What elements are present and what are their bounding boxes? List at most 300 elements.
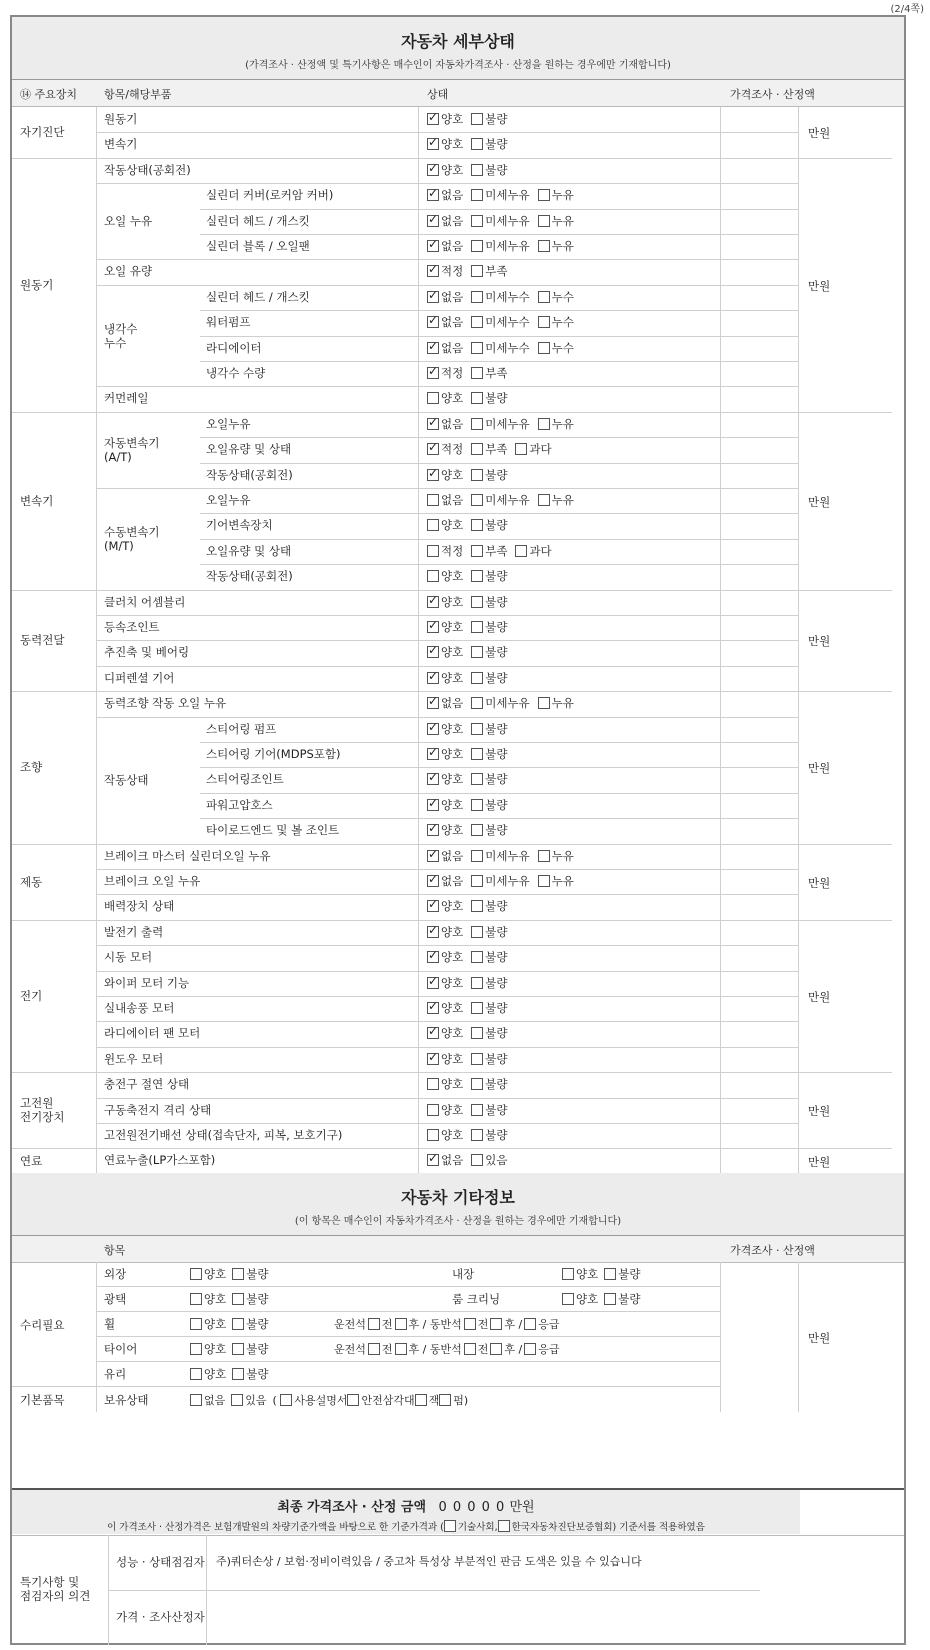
price-won: 만원 [808,990,831,1004]
option-label: 없음 [441,289,464,304]
inspector-note: 주)쿼터손상 / 보험·정비이력있음 / 중고차 특성상 부분적인 판금 도색은 있을 수 있습니다 [216,1555,642,1568]
checked-checkbox[interactable] [427,342,439,354]
checked-checkbox[interactable] [427,291,439,303]
option-label: 적정 [441,366,464,380]
checkbox[interactable] [524,1318,536,1330]
row-line [96,615,798,616]
checkbox[interactable] [471,773,483,785]
state-option [427,416,463,432]
option-label: 불량 [246,1367,269,1381]
checkbox[interactable] [471,748,483,760]
state-option [427,746,463,762]
checkbox[interactable] [471,799,483,811]
item-label: 윈도우 모터 [104,1051,164,1066]
option-label: 불량 [485,162,508,177]
checked-checkbox[interactable] [427,646,439,658]
checkbox[interactable] [190,1318,202,1330]
state-option [538,416,574,432]
option-label: 불량 [485,1051,508,1066]
checked-checkbox[interactable] [427,672,439,684]
state-option [427,568,463,584]
option-label: 미세누유 [485,416,530,431]
checked-checkbox[interactable] [427,875,439,887]
checkbox[interactable] [471,519,483,531]
option-label: 누유 [551,493,574,507]
jack-label: 잭 [428,1394,440,1407]
appraiser-label: 가격 · 조사산정자 [116,1610,205,1624]
state-options [427,721,515,737]
checkbox[interactable] [471,1053,483,1065]
option-label: 양호 [441,645,464,660]
checkbox[interactable] [190,1293,202,1305]
state-option [471,416,529,432]
gloss-options [190,1291,274,1307]
state-options [427,1025,515,1041]
state-option [471,340,529,356]
state-option [538,213,574,229]
row-line [200,513,798,514]
detail-subtitle: (가격조사 · 산정액 및 특기사항은 매수인이 자동차가격조사 · 산정을 원하는 경우에만 기재합니다) [245,60,671,71]
checkbox[interactable] [190,1394,202,1406]
row-line [12,412,892,413]
option-label: 양호 [441,721,464,736]
item-label: 고전원전기배선 상태(접속단자, 피복, 보호기구) [104,1128,343,1142]
checkbox[interactable] [232,1343,244,1355]
checked-checkbox[interactable] [427,900,439,912]
holding-options: 없음 있음 ( 사용설명서 안전삼각대 잭 펌 ) [190,1392,468,1408]
state-option [471,1102,507,1118]
checkbox[interactable] [368,1343,380,1355]
state-options [427,1102,515,1118]
holding-label: 보유상태 [104,1393,149,1407]
option-label: 불량 [485,391,508,406]
checked-checkbox[interactable] [427,189,439,201]
sub-item-label: 라디에이터 [206,340,262,355]
front-label: 전 [381,1343,393,1356]
item-label: 브레이크 오일 누유 [104,874,201,888]
row-line [96,488,798,489]
checkbox[interactable] [439,1394,451,1406]
checkbox[interactable] [538,697,550,709]
option-label: 불량 [485,721,508,736]
item-label: 등속조인트 [104,620,160,634]
checked-checkbox[interactable] [427,240,439,252]
state-option [471,746,507,762]
option-label: 과다 [529,442,552,457]
checkbox[interactable] [471,1027,483,1039]
checkbox[interactable] [232,1268,244,1280]
option-label: 적정 [441,442,464,457]
checkbox[interactable] [471,646,483,658]
state-option [471,136,507,152]
sub-item-label: 기어변속장치 [206,518,273,533]
checkbox[interactable] [538,342,550,354]
checkbox[interactable] [471,342,483,354]
state-option [471,1051,507,1067]
item-label: 시동 모터 [104,950,153,965]
option-label: 없음 [441,340,464,355]
state-option [427,492,463,508]
option-label: 누유 [551,213,574,228]
checkbox[interactable] [471,926,483,938]
row-line [200,564,798,565]
checkbox[interactable] [444,1520,456,1532]
checked-checkbox[interactable] [427,1027,439,1039]
checkbox[interactable] [471,1104,483,1116]
state-options [427,162,515,178]
checkbox[interactable] [427,570,439,582]
state-option [538,695,574,711]
price-won: 만원 [808,126,831,141]
checked-checkbox[interactable] [427,164,439,176]
row-line [96,869,798,870]
price-won: 만원 [808,1155,831,1170]
state-options [427,949,515,965]
checkbox[interactable] [538,316,550,328]
checkbox[interactable] [471,469,483,481]
option-label: 부족 [485,264,508,279]
option-label: 미세누유 [485,239,530,253]
option-label: 누유 [551,874,574,888]
checked-checkbox[interactable] [427,316,439,328]
checkbox[interactable] [538,850,550,862]
option-label: 불량 [485,1026,508,1041]
tool-label: 펌 [453,1394,464,1407]
detail-title: 자동차 세부상태 [401,32,515,51]
option-label: 양호 [441,1128,464,1142]
checkbox[interactable] [471,392,483,404]
detail-column-header [12,80,904,107]
checkbox[interactable] [471,545,483,557]
state-option [538,492,574,508]
checkbox[interactable] [471,977,483,989]
option-label: 양호 [441,391,464,406]
checkbox[interactable] [538,875,550,887]
option-label: 없음 [441,696,464,711]
checked-checkbox[interactable] [427,850,439,862]
row-line [200,310,798,311]
option-label: 양호 [441,823,464,838]
option-label: 양호 [441,1001,464,1015]
checked-checkbox[interactable] [427,215,439,227]
row-line [96,666,798,667]
option-label: 불량 [246,1342,269,1356]
category-label: 자기진단 [20,125,65,140]
checked-checkbox[interactable] [427,697,439,709]
checked-checkbox[interactable] [427,596,439,608]
checked-checkbox[interactable] [427,951,439,963]
checkbox[interactable] [232,1368,244,1380]
state-option [471,1127,507,1143]
option-label: 불량 [485,924,508,939]
checkbox[interactable] [471,367,483,379]
checkbox[interactable] [471,951,483,963]
option-label: 양호 [441,975,464,990]
state-option [471,390,507,406]
checkbox[interactable] [538,494,550,506]
item-label: 라디에이터 팬 모터 [104,1026,201,1041]
checkbox[interactable] [427,545,439,557]
checkbox[interactable] [471,113,483,125]
option-label: 양호 [576,1267,599,1281]
checked-checkbox[interactable] [427,1053,439,1065]
state-option [471,898,507,914]
checkbox[interactable] [190,1368,202,1380]
checkbox[interactable] [395,1318,407,1330]
tire-label: 타이어 [104,1342,138,1356]
checkbox[interactable] [471,596,483,608]
row-line [12,844,892,845]
state-option [471,213,529,229]
option-label: 양호 [441,112,464,126]
row-line [96,285,798,286]
checkbox[interactable] [471,138,483,150]
sub-item-label: 오일유량 및 상태 [206,442,292,457]
checkbox[interactable] [395,1343,407,1355]
state-option [538,238,574,254]
tire-options [190,1341,274,1357]
option-label: 적정 [441,543,464,558]
checkbox[interactable] [471,164,483,176]
state-option [471,1000,507,1016]
checkbox[interactable] [471,824,483,836]
checkbox[interactable] [471,850,483,862]
option-label: 양호 [441,1051,464,1066]
state-option [471,238,529,254]
option-label: 불량 [485,797,508,812]
checkbox[interactable] [190,1343,202,1355]
category-label: 동력전달 [20,633,65,648]
checkbox[interactable] [524,1343,536,1355]
rear-label: 후 [504,1343,516,1356]
checkbox[interactable] [464,1343,476,1355]
checkbox[interactable] [471,1078,483,1090]
column-divider [798,107,799,1174]
checkbox[interactable] [471,215,483,227]
state-option [427,848,463,864]
option-label: 미세누유 [485,848,530,863]
sub-item-label: 오일누유 [206,416,251,431]
rear-label: 후 [504,1318,516,1331]
state-option [427,467,463,483]
checkbox[interactable] [538,418,550,430]
interior-options [562,1266,646,1282]
state-option [427,136,463,152]
state-options [427,924,515,940]
checkbox[interactable] [538,189,550,201]
other-col-item: 항목 [104,1244,126,1257]
checked-checkbox[interactable] [427,926,439,938]
checked-checkbox[interactable] [427,1154,439,1166]
checkbox[interactable] [471,189,483,201]
opinion-label: 특기사항 및 점검자의 의견 [20,1575,91,1603]
checkbox[interactable] [604,1268,616,1280]
checkbox[interactable] [538,240,550,252]
option-label: 누유 [551,416,574,431]
checkbox[interactable] [427,1078,439,1090]
option-label: 부족 [485,442,508,457]
checked-checkbox[interactable] [427,621,439,633]
checkbox[interactable] [471,265,483,277]
driver-label: 운전석 [334,1343,366,1356]
state-options [427,365,515,381]
checkbox[interactable] [471,494,483,506]
state-option [427,1127,463,1143]
item-label: 배력장치 상태 [104,899,175,914]
state-option [427,1051,463,1067]
checkbox[interactable] [471,672,483,684]
checkbox[interactable] [538,215,550,227]
checkbox[interactable] [471,443,483,455]
checked-checkbox[interactable] [427,723,439,735]
checkbox[interactable] [232,1293,244,1305]
repair-won: 만원 [808,1331,831,1345]
glass-options [190,1366,274,1382]
option-label: 미세누수 [485,315,530,330]
checkbox[interactable] [415,1394,427,1406]
item-group-label: 작동상태 [104,773,149,788]
state-options [427,797,515,813]
checkbox[interactable] [190,1268,202,1280]
checkbox[interactable] [471,697,483,709]
row-line [96,894,798,895]
row-line [200,361,798,362]
state-option [427,543,463,559]
option-label: 누유 [551,188,574,203]
row-line [96,640,798,641]
checked-checkbox[interactable] [427,748,439,760]
checkbox[interactable] [471,418,483,430]
option-label: 미세누수 [485,289,530,304]
option-label: 불량 [485,823,508,838]
checked-checkbox[interactable] [427,265,439,277]
checked-checkbox[interactable] [427,977,439,989]
option-label: 불량 [485,670,508,685]
checked-checkbox[interactable] [427,824,439,836]
checkbox[interactable] [471,240,483,252]
checkbox[interactable] [280,1394,292,1406]
option-label: 없음 [441,1153,464,1168]
checked-checkbox[interactable] [427,773,439,785]
checkbox[interactable] [490,1318,502,1330]
checkbox[interactable] [427,1129,439,1141]
item-label: 연료누출(LP가스포함) [104,1153,216,1168]
checkbox[interactable] [471,1154,483,1166]
item-label: 커먼레일 [104,391,149,406]
row-line [200,793,798,794]
checkbox[interactable] [347,1394,359,1406]
option-label: 불량 [485,772,508,787]
checked-checkbox[interactable] [427,799,439,811]
state-option [427,340,463,356]
checkbox[interactable] [562,1268,574,1280]
checked-checkbox[interactable] [427,1002,439,1014]
item-label: 클러치 어셈블리 [104,594,186,609]
option-label: 미세누유 [485,696,530,711]
row-line [96,717,798,718]
checkbox[interactable] [515,443,527,455]
item-label: 충전구 절연 상태 [104,1077,190,1092]
item-label: 와이퍼 모터 기능 [104,975,190,990]
state-option [515,543,551,559]
checked-checkbox[interactable] [427,138,439,150]
checkbox[interactable] [231,1394,243,1406]
checked-checkbox[interactable] [427,443,439,455]
checkbox[interactable] [368,1318,380,1330]
other-title: 자동차 기타정보 [401,1188,515,1207]
sub-item-label: 워터펌프 [206,315,251,330]
row-line [96,971,798,972]
checkbox[interactable] [427,1104,439,1116]
checkbox[interactable] [471,291,483,303]
checkbox[interactable] [232,1318,244,1330]
state-option [471,670,507,686]
state-option [427,263,463,279]
checkbox[interactable] [562,1293,574,1305]
state-option [471,467,507,483]
state-option [427,517,463,533]
checkbox[interactable] [471,1002,483,1014]
state-options [427,187,582,203]
state-option [471,111,507,127]
state-option [515,441,551,457]
state-option [427,213,463,229]
state-option [427,390,463,406]
checkbox[interactable] [471,900,483,912]
checkbox[interactable] [490,1343,502,1355]
checked-checkbox[interactable] [427,469,439,481]
tire-position-options: 운전석 전 후 / 동반석 전 후 / 응급 [334,1342,560,1356]
option-label: 누유 [551,239,574,253]
option-label: 양호 [441,1026,464,1041]
state-options [427,1000,515,1016]
checkbox[interactable] [498,1520,510,1532]
checkbox[interactable] [471,1129,483,1141]
final-note-c: 한국자동차진단보증협회) 기준서를 적용하였음 [511,1522,705,1533]
checkbox[interactable] [538,291,550,303]
row-line [96,259,798,260]
sub-item-label: 타이로드엔드 및 볼 조인트 [206,823,340,838]
row-line [200,539,798,540]
checked-checkbox[interactable] [427,367,439,379]
option-label: 과다 [529,543,552,558]
row-line [96,1047,798,1048]
option-label: 있음 [485,1153,508,1168]
option-label: 양호 [441,137,464,152]
checkbox[interactable] [471,316,483,328]
option-label: 누수 [551,289,574,304]
state-options [427,111,515,127]
checkbox[interactable] [471,723,483,735]
checkbox[interactable] [604,1293,616,1305]
checkbox[interactable] [471,621,483,633]
checkbox[interactable] [515,545,527,557]
checked-checkbox[interactable] [427,418,439,430]
rear-label: 후 [408,1318,420,1331]
front-label: 전 [381,1318,393,1331]
state-option [427,1076,463,1092]
checkbox[interactable] [427,494,439,506]
checkbox[interactable] [471,570,483,582]
checked-checkbox[interactable] [427,113,439,125]
checkbox[interactable] [427,519,439,531]
option-label: 양호 [441,162,464,177]
checkbox[interactable] [427,392,439,404]
category-label: 변속기 [20,493,54,508]
col-device: ⑭ 주요장치 [20,88,78,101]
checkbox[interactable] [471,875,483,887]
checkbox[interactable] [464,1318,476,1330]
